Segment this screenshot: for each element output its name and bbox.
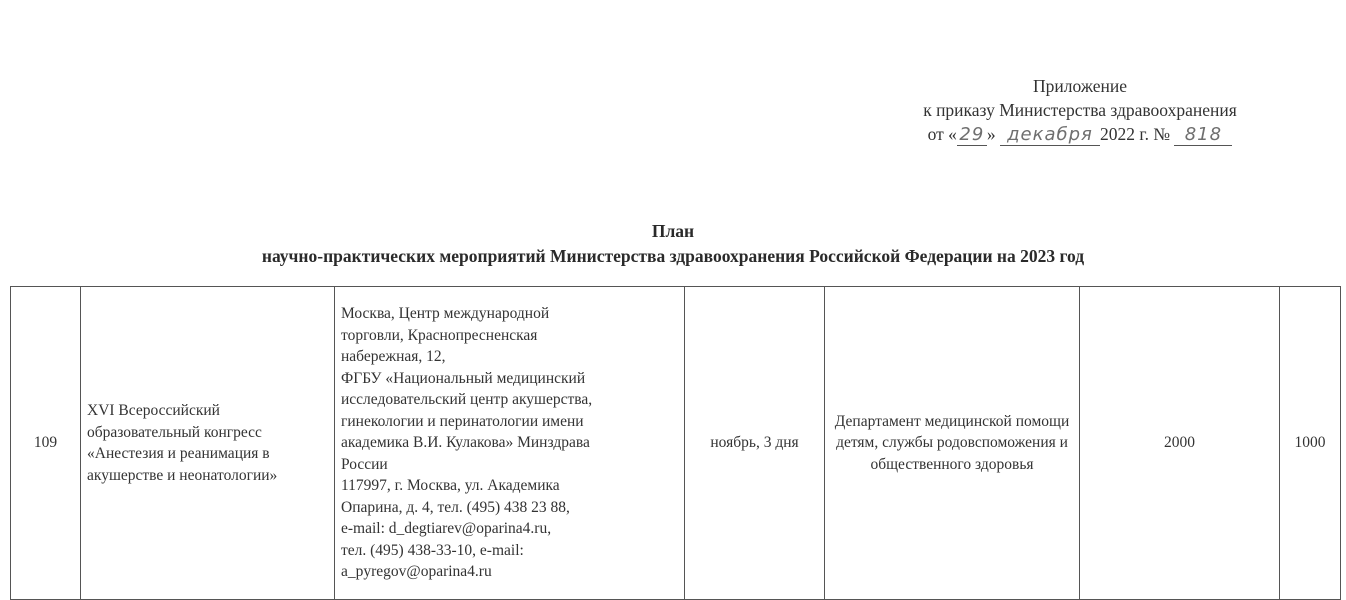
date-prefix: от «	[927, 124, 957, 144]
place-line: Опарина, д. 4, тел. (495) 438 23 88,	[341, 498, 570, 516]
date-day: 29	[957, 125, 987, 146]
event-department: Департамент медицинской помощи детям, службы родовспоможения и общественного здоровья	[825, 287, 1080, 600]
date-close: »	[986, 124, 996, 144]
place-line: набережная, 12,	[341, 348, 446, 366]
place-line: Москва, Центр международной	[341, 305, 550, 323]
event-name: XVI Всероссийский образовательный конгресс «Анестезия и реанимация в акушерстве и неонатологии»	[81, 287, 335, 600]
document-title: План	[651, 221, 695, 241]
date-year: 2022 г. №	[1100, 124, 1171, 144]
appendix-block	[860, 74, 1300, 146]
date-month: декабря	[1000, 125, 1100, 146]
place-line: a_pyregov@oparina4.ru	[341, 563, 492, 581]
event-place	[335, 287, 685, 600]
event-number: 109	[11, 287, 81, 600]
place-line: исследовательский центр акушерства,	[341, 391, 593, 409]
appendix-label: Приложение	[1033, 76, 1127, 96]
table-row	[11, 287, 1341, 600]
place-line: торговли, Краснопресненская	[341, 326, 538, 344]
place-line: 117997, г. Москва, ул. Академика	[341, 477, 560, 495]
order-line: к приказу Министерства здравоохранения	[923, 100, 1237, 120]
place-line: гинекологии и перинатологии имени	[341, 412, 584, 430]
place-line: России	[341, 455, 388, 473]
place-line: тел. (495) 438-33-10, e-mail:	[341, 541, 524, 559]
place-line: академика В.И. Кулакова» Минздрава	[341, 434, 590, 452]
document-subtitle: научно-практических мероприятий Министерства здравоохранения Российской Федерации на 2023 год	[261, 246, 1085, 266]
event-participants-2: 1000	[1280, 287, 1341, 600]
order-date-line	[860, 122, 1300, 146]
event-date: ноябрь, 3 дня	[685, 287, 825, 600]
events-table	[10, 286, 1341, 600]
event-participants: 2000	[1080, 287, 1280, 600]
place-line: ФГБУ «Национальный медицинский	[341, 369, 586, 387]
order-number: 818	[1174, 125, 1232, 146]
place-line: e-mail: d_degtiarev@oparina4.ru,	[341, 520, 552, 538]
